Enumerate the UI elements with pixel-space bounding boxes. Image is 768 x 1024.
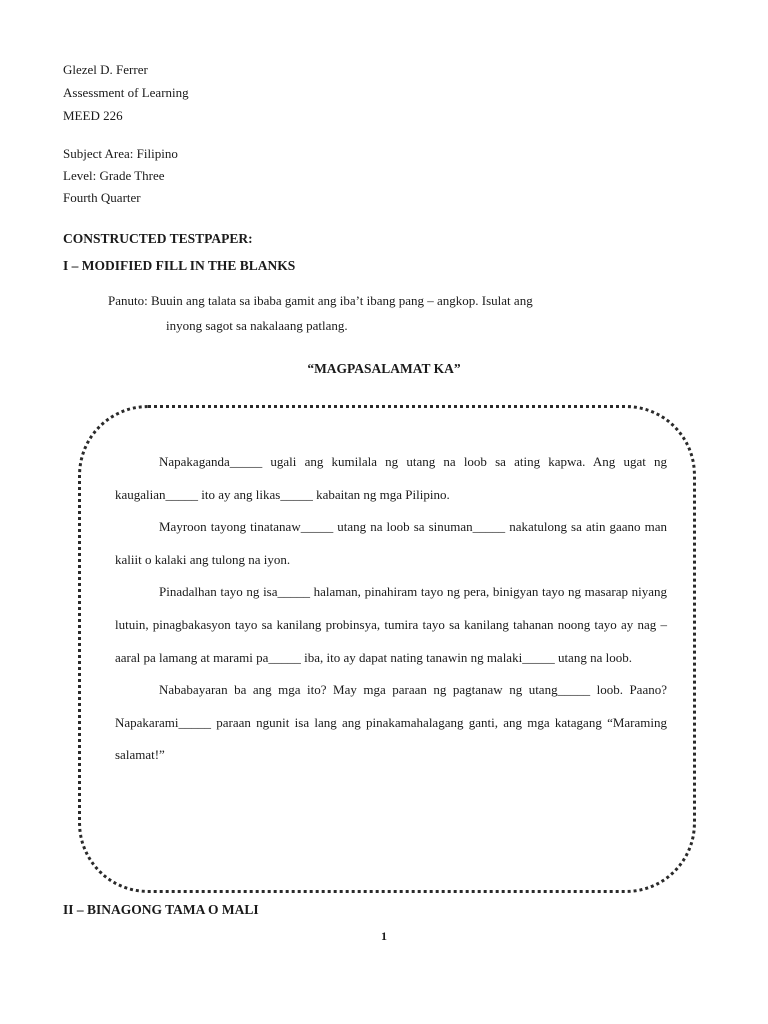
passage-paragraph: Nababayaran ba ang mga ito? May mga paraan ng pagtanaw ng utang_____ loob. Paano? Napakarami_____ paraan ngunit isa lang ang pinakamahalagang ganti, ang mga katagang “Maraming salamat!” [115, 682, 667, 763]
page-number: 1 [381, 929, 387, 943]
subject-area: Subject Area: Filipino [63, 146, 178, 161]
instructions-line1: Panuto: Buuin ang talata sa ibaba gamit ang iba’t ibang pang – angkop. Isulat ang [108, 293, 533, 308]
instructions-line2: inyong sagot sa nakalaang patlang. [166, 318, 348, 333]
constructed-testpaper-heading: CONSTRUCTED TESTPAPER: [63, 231, 253, 246]
course-code: MEED 226 [63, 108, 123, 123]
passage-body [115, 446, 667, 772]
grade-level: Level: Grade Three [63, 168, 165, 183]
author-name: Glezel D. Ferrer [63, 62, 148, 77]
part1-heading: I – MODIFIED FILL IN THE BLANKS [63, 258, 296, 273]
passage-paragraph: Pinadalhan tayo ng isa_____ halaman, pinahiram tayo ng pera, binigyan tayo ng masarap niyang lutuin, pinagbakasyon tayo sa kanilang probinsya, tumira tayo sa kanilang tahanan noong tayo ay nag – aaral pa lamang at marami pa_____ iba, ito ay dapat nating tanawin ng malaki_____ utang na loob. [115, 584, 667, 665]
quarter: Fourth Quarter [63, 190, 141, 205]
passage-paragraph: Mayroon tayong tinatanaw_____ utang na loob sa sinuman_____ nakatulong sa atin gaano man kaliit o kalaki ang tulong na iyon. [115, 519, 667, 567]
course-title: Assessment of Learning [63, 85, 189, 100]
part2-heading: II – BINAGONG TAMA O MALI [63, 902, 259, 917]
passage-title: “MAGPASALAMAT KA” [307, 361, 461, 376]
instructions [108, 288, 668, 338]
passage-paragraph: Napakaganda_____ ugali ang kumilala ng utang na loob sa ating kapwa. Ang ugat ng kaugalian_____ ito ay ang likas_____ kabaitan ng mga Pilipino. [115, 454, 667, 502]
